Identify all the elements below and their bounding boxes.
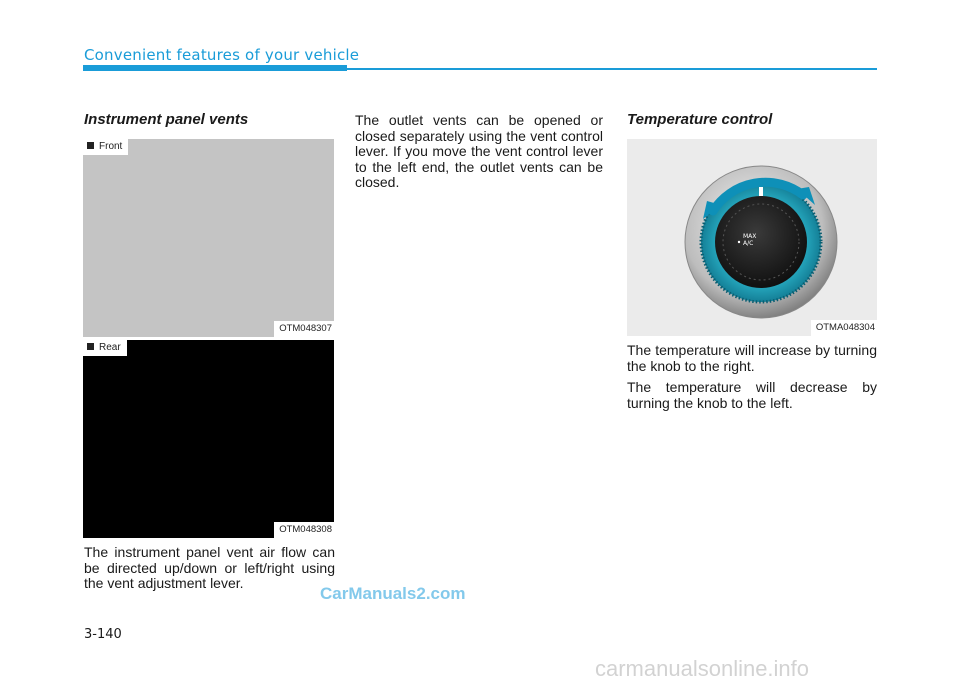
- heading-instrument-panel-vents: Instrument panel vents: [84, 111, 249, 128]
- page-number: 3-140: [84, 627, 122, 642]
- figure-temperature-knob: [627, 139, 877, 336]
- temperature-knob-illustration: [627, 139, 877, 336]
- figure-tag-rear: [83, 340, 127, 356]
- square-bullet-icon: [87, 142, 94, 149]
- knob-label-ac: A/C: [743, 240, 754, 247]
- heading-temperature-control: Temperature control: [627, 111, 773, 128]
- figure-tag-label: Front: [99, 141, 123, 152]
- watermark-carmanualsonline: carmanualsonline.info: [595, 656, 810, 681]
- square-bullet-icon: [87, 343, 94, 350]
- paragraph-temperature-increase: The temperature will increase by turning the knob to the right.: [627, 342, 877, 374]
- knob-label-max: MAX: [743, 233, 757, 240]
- paragraph-vent-airflow: The instrument panel vent air flow can be directed up/down or left/right using the vent adjustment lever.: [84, 544, 335, 591]
- figure-code: OTMA048304: [811, 320, 877, 336]
- section-title: Convenient features of your vehicle: [84, 46, 360, 64]
- figure-tag-front: [83, 139, 128, 155]
- figure-code: OTM048307: [274, 321, 334, 337]
- figure-rear-vents: [83, 340, 334, 538]
- paragraph-outlet-vents: The outlet vents can be opened or closed separately using the vent control lever. If you move the vent control lever to the left end, the outlet vents can be closed.: [355, 112, 603, 190]
- figure-front-vents: [83, 139, 334, 337]
- header-rule-thin: [347, 68, 877, 70]
- watermark-carmanuals2: CarManuals2.com: [320, 584, 466, 603]
- knob-indicator-dot-icon: [738, 241, 740, 243]
- paragraph-temperature-decrease: The temperature will decrease by turning the knob to the left.: [627, 379, 877, 411]
- figure-tag-label: Rear: [99, 342, 121, 353]
- figure-code: OTM048308: [274, 522, 334, 538]
- header-rule-thick: [83, 65, 347, 71]
